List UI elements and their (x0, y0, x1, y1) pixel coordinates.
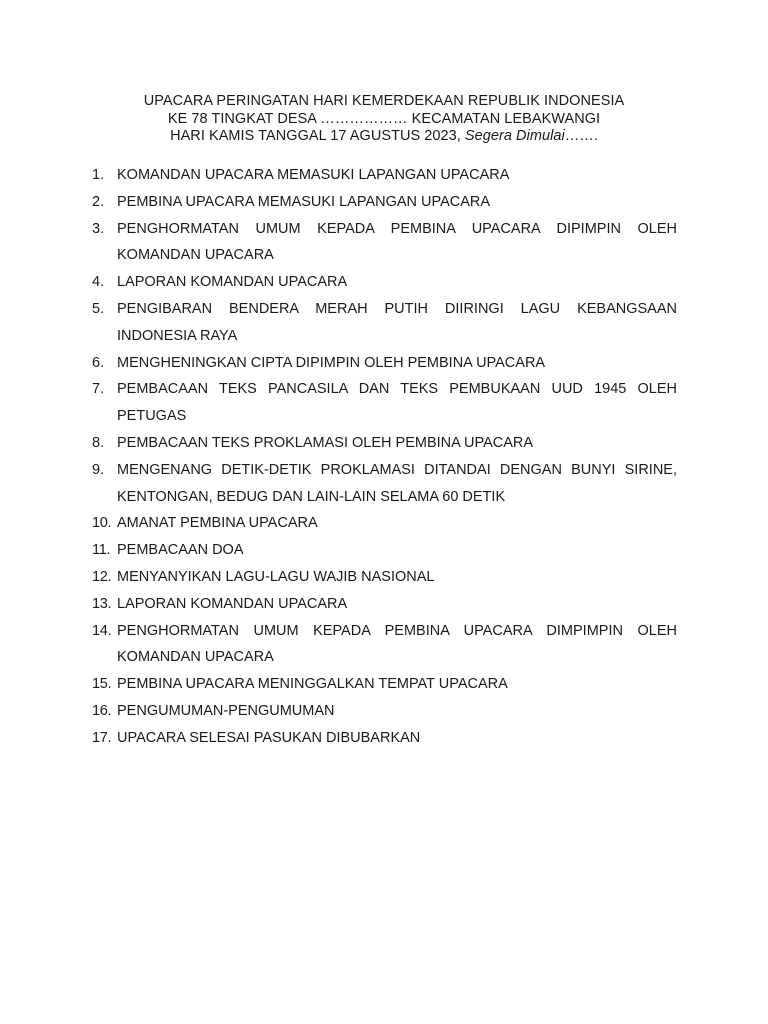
list-item-text-line: PENGHORMATAN UMUM KEPADA PEMBINA UPACARA DIPIMPIN OLEH (117, 220, 677, 237)
list-item-text (117, 618, 677, 672)
list-item (92, 376, 677, 430)
header-status-text: Segera Dimulai (464, 128, 565, 144)
list-item-text: PEMBINA UPACARA MEMASUKI LAPANGAN UPACARA (117, 193, 491, 210)
header-title-line: UPACARA PERINGATAN HARI KEMERDEKAAN REPUBLIK INDONESIA (143, 93, 625, 109)
list-item-text (117, 376, 677, 430)
list-item-text: UPACARA SELESAI PASUKAN DIBUBARKAN (117, 729, 421, 746)
list-item-number: 8. (92, 434, 105, 451)
list-item-text-line: INDONESIA RAYA (117, 327, 238, 344)
list-item (92, 564, 677, 591)
header-date-text: HARI KAMIS TANGGAL 17 AGUSTUS 2023, (170, 128, 465, 144)
list-item (92, 269, 677, 296)
list-item-text-line: PENGHORMATAN UMUM KEPADA PEMBINA UPACARA DIMPIMPIN OLEH (117, 622, 677, 639)
header-location-line: KE 78 TINGKAT DESA ……………… KECAMATAN LEBAKWANGI (167, 110, 601, 127)
list-item (92, 698, 677, 725)
list-item (92, 296, 677, 350)
list-item-number: 2. (92, 193, 105, 210)
list-item (92, 216, 677, 270)
list-item (92, 671, 677, 698)
list-item (92, 591, 677, 618)
list-item-number: 9. (92, 461, 105, 478)
list-item-text: LAPORAN KOMANDAN UPACARA (117, 595, 348, 612)
list-item (92, 162, 677, 189)
list-item (92, 537, 677, 564)
list-item-text: PEMBINA UPACARA MENINGGALKAN TEMPAT UPACARA (117, 676, 508, 693)
list-item-number: 7. (92, 381, 105, 398)
list-item-text: KOMANDAN UPACARA MEMASUKI LAPANGAN UPACARA (117, 167, 510, 183)
list-item-text-line: KENTONGAN, BEDUG DAN LAIN-LAIN SELAMA 60 DETIK (117, 488, 506, 505)
list-item-number: 17. (92, 729, 112, 746)
list-item-number: 3. (92, 220, 105, 237)
list-item (92, 618, 677, 672)
list-item (92, 457, 677, 511)
list-item-text-line: MENGENANG DETIK-DETIK PROKLAMASI DITANDAI DENGAN BUNYI SIRINE, (117, 461, 677, 478)
document-header (0, 93, 768, 146)
list-item-text-line: PENGIBARAN BENDERA MERAH PUTIH DIIRINGI LAGU KEBANGSAAN (117, 300, 677, 317)
list-item (92, 189, 677, 216)
list-item-text: LAPORAN KOMANDAN UPACARA (117, 274, 348, 291)
list-item-text-line: KOMANDAN UPACARA (117, 649, 274, 666)
list-item-text: PEMBACAAN DOA (117, 542, 244, 559)
header-ellipsis: ……. (564, 128, 598, 144)
list-item-number: 1. (92, 167, 105, 183)
list-item (92, 510, 677, 537)
list-item-number: 11. (92, 542, 111, 559)
list-item (92, 725, 677, 752)
list-item-text: MENYANYIKAN LAGU-LAGU WAJIB NASIONAL (117, 568, 435, 585)
list-item-text: MENGHENINGKAN CIPTA DIPIMPIN OLEH PEMBINA UPACARA (117, 354, 546, 371)
list-item-number: 13. (92, 595, 112, 612)
list-item-text: PEMBACAAN TEKS PROKLAMASI OLEH PEMBINA UPACARA (117, 434, 534, 451)
list-item-text (117, 216, 677, 270)
list-item-number: 14. (92, 622, 112, 639)
list-item-text (117, 457, 677, 511)
list-item-text (117, 296, 677, 350)
list-item-text-line: PETUGAS (117, 408, 187, 425)
ceremony-agenda-list (92, 162, 677, 752)
list-item-text: PENGUMUMAN-PENGUMUMAN (117, 702, 335, 719)
list-item-number: 10. (92, 515, 112, 532)
list-item-text-line: PEMBACAAN TEKS PANCASILA DAN TEKS PEMBUKAAN UUD 1945 OLEH (117, 381, 677, 398)
list-item-text-line: KOMANDAN UPACARA (117, 247, 274, 264)
list-item-number: 6. (92, 354, 105, 371)
list-item (92, 350, 677, 377)
list-item (92, 430, 677, 457)
list-item-number: 12. (92, 568, 112, 585)
list-item-number: 15. (92, 676, 112, 693)
list-item-number: 5. (92, 300, 105, 317)
list-item-text: AMANAT PEMBINA UPACARA (117, 515, 318, 532)
list-item-number: 4. (92, 274, 105, 291)
list-item-number: 16. (92, 702, 112, 719)
header-date-line (0, 128, 768, 146)
